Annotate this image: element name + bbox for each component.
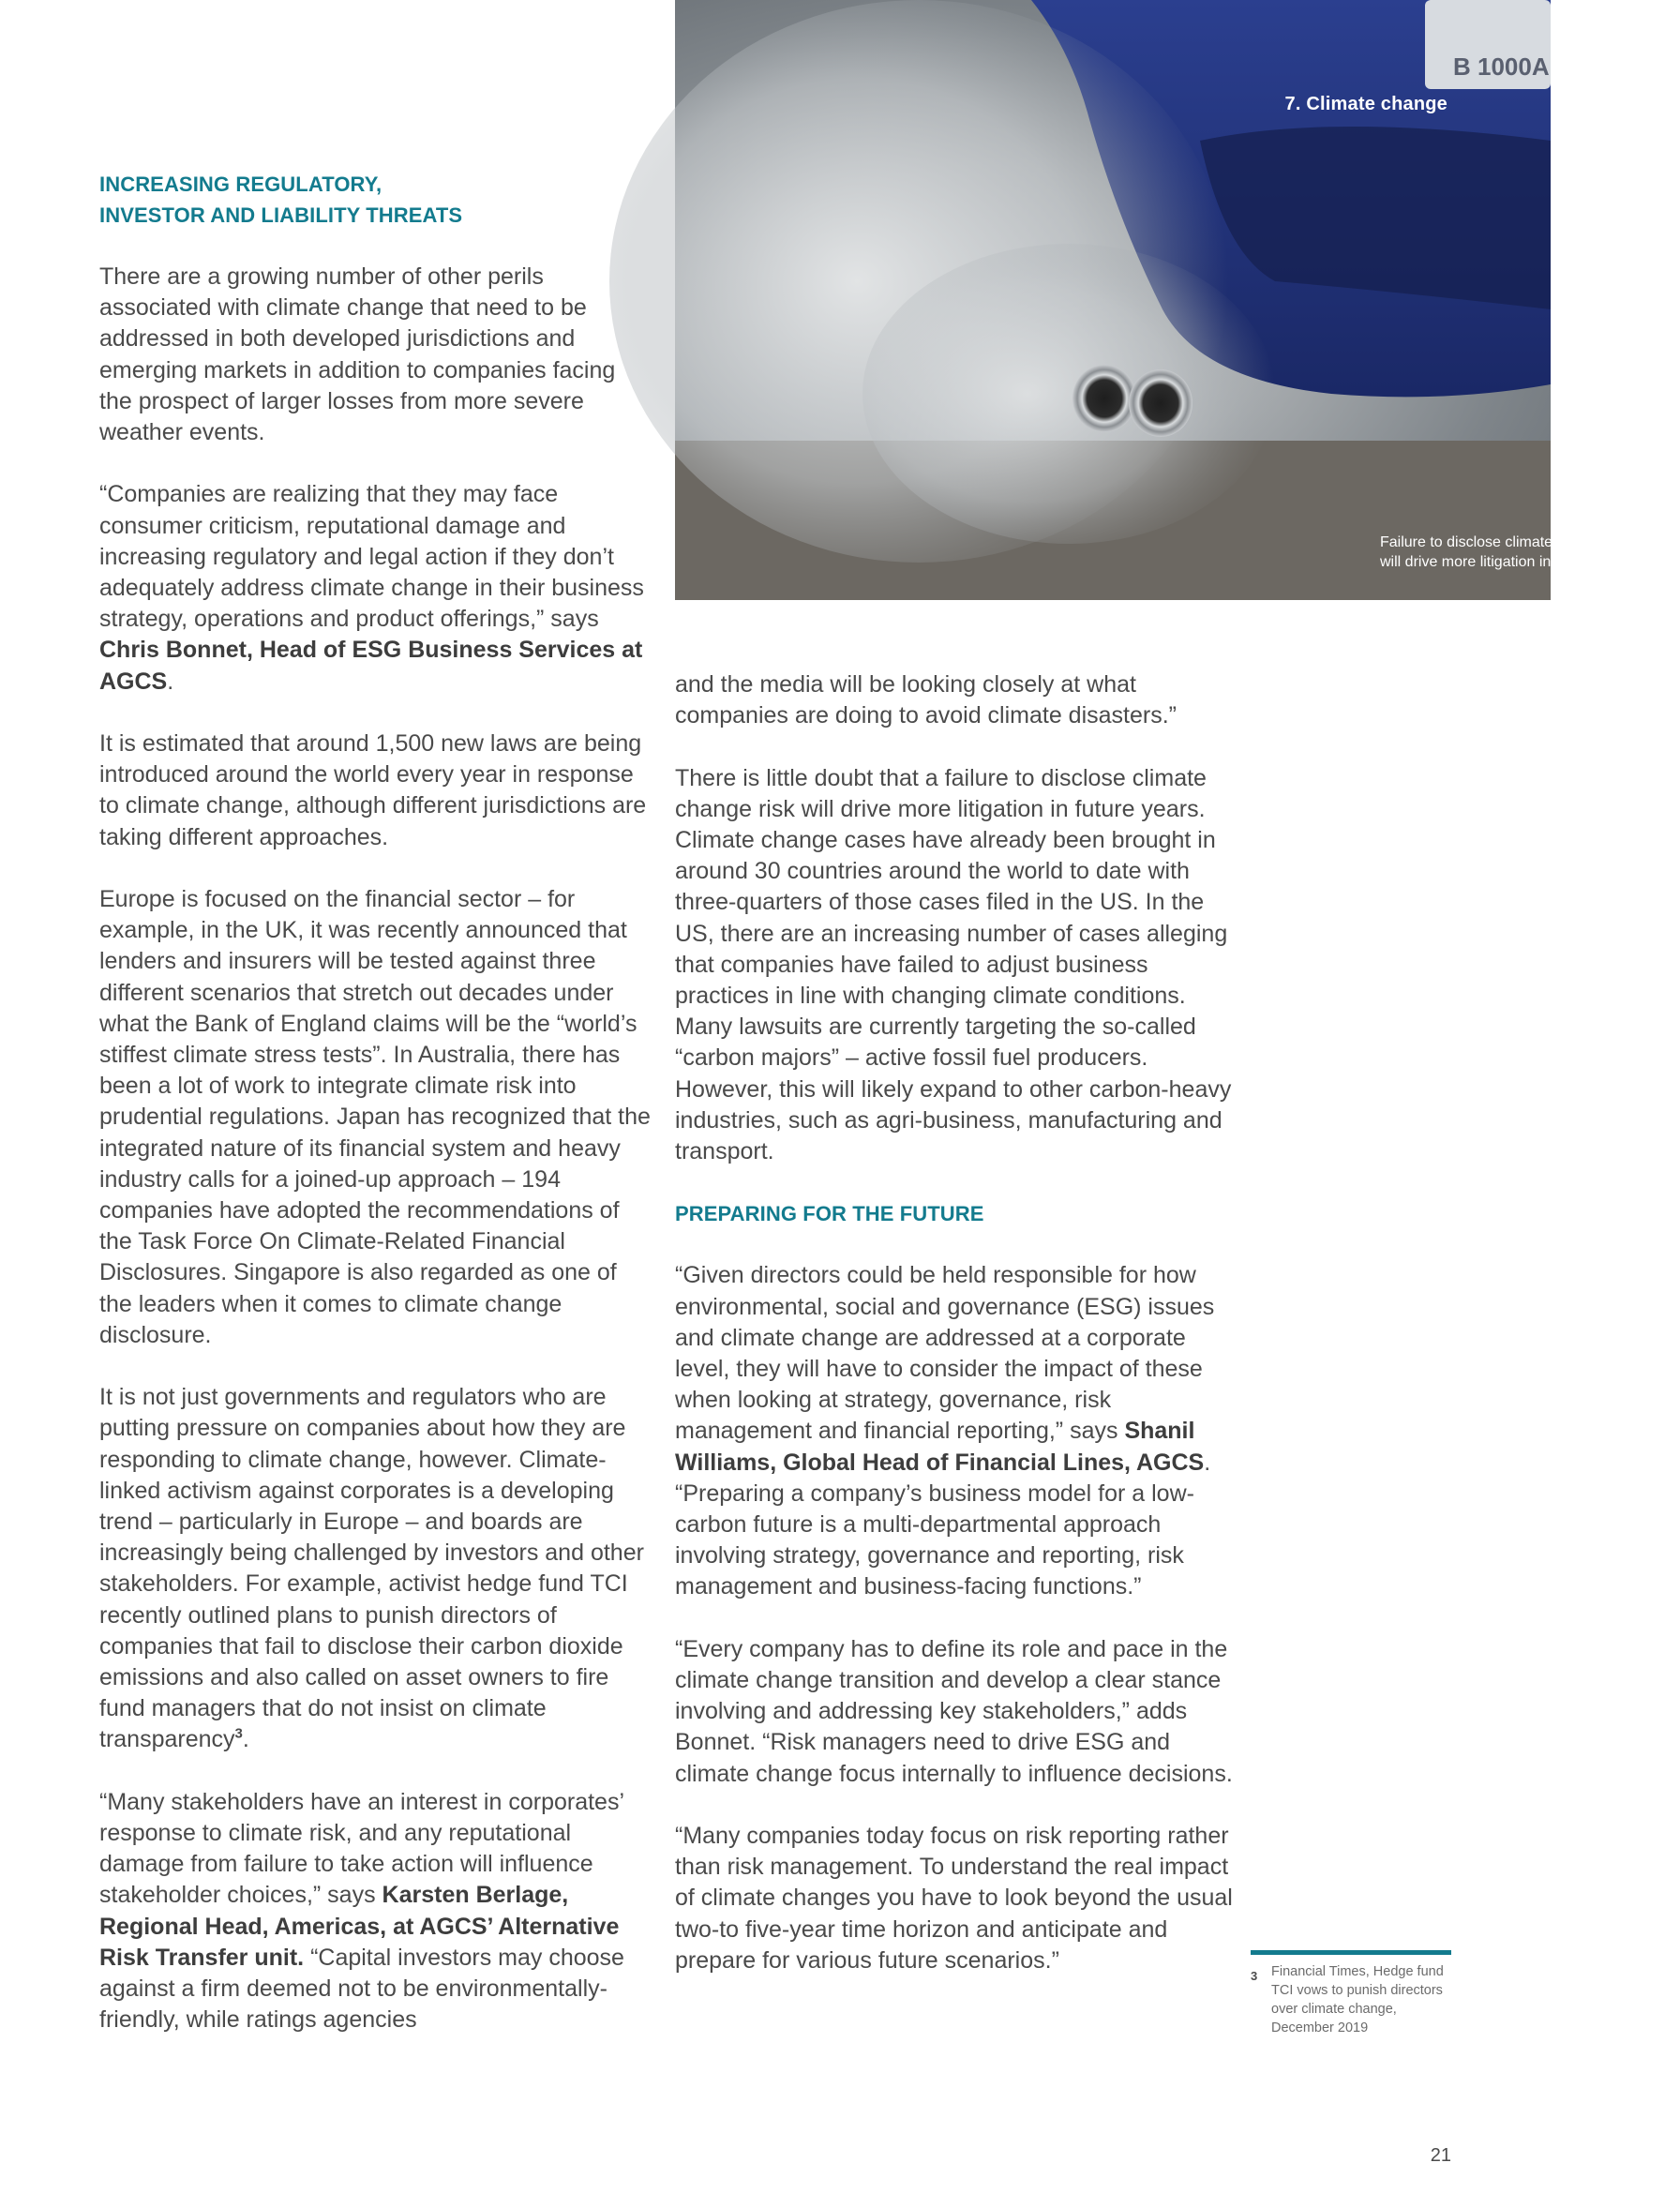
footnote-number: 3 — [1251, 1969, 1258, 1983]
license-plate-text: B 1000A — [1453, 53, 1550, 81]
section-heading-future: PREPARING FOR THE FUTURE — [675, 1202, 984, 1226]
section-tag: 7. Climate change — [1284, 94, 1448, 114]
paragraph-text: “Given directors could be held responsible for how environmental, social and governance (ESG) issues and climate change are addressed at a corporate level, they will have to consider the impact of these when looking at strategy, governance, risk management and financial reporting,” says — [675, 1262, 1215, 1445]
footnote — [1251, 1950, 1451, 2037]
speaker-name: Chris Bonnet, Head of ESG Business Services at AGCS — [99, 637, 643, 695]
heading-line2: INVESTOR AND LIABILITY THREATS — [99, 203, 463, 227]
paragraph: It is estimated that around 1,500 new laws are being introduced around the world every year in response to climate change, although different jurisdictions are taking different approaches. — [99, 730, 647, 850]
speaker-name: Karsten Berlage, Regional Head, Americas, at AGCS’ Alternative Risk Transfer unit. — [99, 1882, 620, 1971]
paragraph: There is little doubt that a failure to disclose climate change risk will drive more litigation in future years. Climate change cases have already been brought in around 30 countries around the world to date with three-quarters of those cases filed in the US. In the US, there are an increasing number of cases alleging that companies have failed to adjust business practices in line with changing climate conditions. Many lawsuits are currently targeting the so-called “carbon majors” – active fossil fuel producers. However, this will likely expand to other carbon-heavy industries, such as agri-business, manufacturing and transport. — [675, 764, 1232, 1165]
page-number: 21 — [1430, 2145, 1451, 2166]
footnote-ref[interactable]: 3 — [234, 1726, 243, 1743]
photo-caption-line1: Failure to disclose climate change risk — [1380, 534, 1634, 550]
paragraph-end: . — [242, 1726, 249, 1753]
photo-caption-line2: will drive more litigation in future — [1380, 554, 1594, 570]
photo-caption — [1380, 533, 1680, 572]
paragraph: “Many companies today focus on risk reporting rather than risk management. To understand the real impact of climate changes you have to look beyond the usual two-to five-year time horizon and anticipate and prepare for various future scenarios.” — [675, 1823, 1233, 1974]
paragraph: Europe is focused on the financial sector – for example, in the UK, it was recently announced that lenders and insurers will be tested against three different scenarios that stretch out decades under what the Bank of England claims will be the “world’s stiffest climate stress tests”. In Australia, there has been a lot of work to integrate climate risk into prudential regulations. Japan has recognized that the integrated nature of its financial system and heavy industry calls for a joined-up approach – 194 companies have adopted the recommendations of the Task Force On Climate-Related Financial Disclosures. Singapore is also regarded as one of the leaders when it comes to climate change disclosure. — [99, 886, 651, 1348]
section-heading-regulatory — [99, 169, 652, 231]
paragraph-text: “Many stakeholders have an interest in corporates’ response to climate risk, and any reputational damage from failure to take action will influence stakeholder choices,” says — [99, 1788, 624, 1909]
paragraph-activism — [99, 1382, 652, 1755]
paragraph: and the media will be looking closely at what companies are doing to avoid climate disasters.” — [675, 671, 1177, 729]
paragraph-end: “Capital investors may choose against a firm deemed not to be environmentally-friendly, while ratings agencies — [99, 1944, 624, 2034]
car-exhaust-illustration — [675, 0, 1551, 600]
exhaust-smoke-cloud — [862, 244, 1275, 544]
tailpipe-right — [1129, 369, 1192, 437]
exhaust-photo — [675, 0, 1634, 600]
paragraph-quote-williams — [675, 1260, 1238, 1602]
paragraph-end: . — [167, 668, 174, 695]
left-column — [99, 169, 652, 2067]
paragraph-quote-berlage — [99, 1787, 652, 2036]
middle-column — [675, 669, 1238, 2007]
paragraph-end: . “Preparing a company’s business model for a low-carbon future is a multi-departmental approach involving strategy, governance and reporting, risk management and business-facing functions.” — [675, 1449, 1211, 1600]
paragraph-quote-bonnet — [99, 479, 652, 697]
paragraph-text: “Companies are realizing that they may face consumer criticism, reputational damage and increasing regulatory and legal action if they don’t adequately address climate change in their business strategy, operations and product offerings,” says — [99, 481, 644, 633]
footnote-text: Financial Times, Hedge fund TCI vows to punish directors over climate change, December 2019 — [1271, 1964, 1444, 2035]
heading-line1: INCREASING REGULATORY, — [99, 173, 382, 196]
paragraph: “Every company has to define its role and pace in the climate change transition and develop a clear stance involving and addressing key stakeholders,” adds Bonnet. “Risk managers need to drive ESG and climate change focus internally to influence decisions. — [675, 1635, 1233, 1787]
tailpipe-left — [1072, 365, 1136, 432]
speaker-name: Shanil Williams, Global Head of Financial Lines, AGCS — [675, 1418, 1205, 1476]
paragraph: There are a growing number of other perils associated with climate change that need to be addressed in both developed jurisdictions and emerging markets in addition to companies facing the prospect of larger losses from more severe weather events. — [99, 263, 616, 446]
paragraph-text: It is not just governments and regulators who are putting pressure on companies about how they are responding to climate change, however. Climate-linked activism against corporates is a developing trend – particularly in Europe – and boards are increasingly being challenged by investors and other stakeholders. For example, activist hedge fund TCI recently outlined plans to punish directors of companies that fail to disclose their carbon dioxide emissions and also called on asset owners to fire fund managers that do not insist on climate transparency — [99, 1384, 644, 1753]
